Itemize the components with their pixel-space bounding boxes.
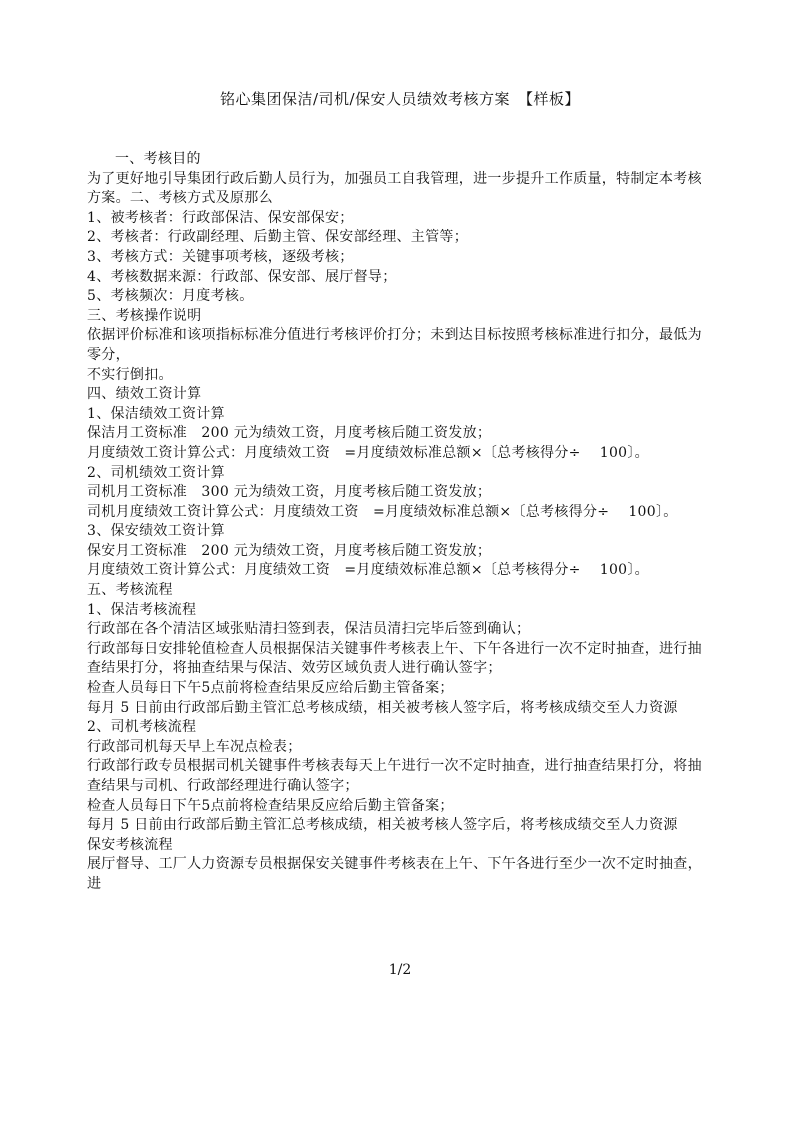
- body-line: 依据评价标准和该项指标标准分值进行考核评价打分；未到达目标按照考核标准进行扣分，最低为: [87, 327, 702, 344]
- body-line: 零分，: [87, 346, 130, 363]
- body-line: 保安月工资标准 200 元为绩效工资，月度考核后随工资发放；: [87, 542, 492, 559]
- body-line: 为了更好地引导集团行政后勤人员行为，加强员工自我管理，进一步提升工作质量，特制定本考核: [87, 170, 702, 187]
- body-line: 行政部行政专员根据司机关键事件考核表每天上午进行一次不定时抽查，进行抽查结果打分，将抽: [87, 758, 702, 775]
- subsection-heading: 保安考核流程: [87, 836, 173, 853]
- subsection-heading: 3、保安绩效工资计算: [87, 523, 225, 540]
- body-line: 保洁月工资标准 200 元为绩效工资，月度考核后随工资发放；: [87, 425, 492, 442]
- body-line: 每月 5 日前由行政部后勤主管汇总考核成绩，相关被考核人签字后，将考核成绩交至人力资源: [87, 817, 678, 834]
- document-title: 铭心集团保洁/司机/保安人员绩效考核方案 【样板】: [219, 90, 581, 108]
- body-line: 检查人员每日下午5点前将检查结果反应给后勤主管备案；: [87, 680, 454, 697]
- page-number: 1/2: [388, 962, 412, 978]
- section-heading: 三、考核操作说明: [87, 307, 202, 324]
- section-heading: 五、考核流程: [87, 582, 173, 599]
- section-heading: 一、考核目的: [115, 151, 201, 167]
- document-body: [87, 150, 747, 895]
- subsection-heading: 1、保洁绩效工资计算: [87, 405, 225, 422]
- section-heading: 四、绩效工资计算: [87, 386, 202, 403]
- subsection-heading: 2、司机考核流程: [87, 719, 197, 736]
- body-line: 行政部司机每天早上车况点检表；: [87, 738, 302, 755]
- subsection-heading: 2、司机绩效工资计算: [87, 464, 225, 481]
- body-line: 每月 5 日前由行政部后勤主管汇总考核成绩，相关被考核人签字后，将考核成绩交至人力资源: [87, 699, 678, 716]
- body-line: 月度绩效工资计算公式：月度绩效工资 =月度绩效标准总额×〔总考核得分÷ 100〕。: [87, 562, 649, 579]
- body-line: 月度绩效工资计算公式：月度绩效工资 =月度绩效标准总额×〔总考核得分÷ 100〕。: [87, 444, 649, 461]
- body-line: 进: [87, 875, 102, 892]
- body-line: 3、考核方式：关键事项考核，逐级考核；: [87, 248, 354, 265]
- subsection-heading: 1、保洁考核流程: [87, 601, 197, 618]
- body-line: 查结果与司机、行政部经理进行确认签字；: [87, 778, 359, 794]
- body-line: 司机月工资标准 300 元为绩效工资，月度考核后随工资发放；: [87, 484, 492, 501]
- body-line: 检查人员每日下午5点前将检查结果反应给后勤主管备案；: [87, 797, 454, 814]
- body-line: 4、考核数据来源：行政部、保安部、展厅督导；: [87, 268, 397, 285]
- body-line: 5、考核频次：月度考核。: [87, 288, 254, 305]
- body-line: 1、被考核者：行政部保洁、保安部保安；: [87, 209, 354, 226]
- body-line: 行政部每日安排轮值检查人员根据保洁关键事件考核表上午、下午各进行一次不定时抽查，进行抽: [87, 640, 702, 657]
- body-line: 展厅督导、工厂人力资源专员根据保安关键事件考核表在上午、下午各进行至少一次不定时抽查，: [87, 856, 702, 873]
- body-line: 方案。二、考核方式及原那么: [87, 190, 273, 207]
- body-line: 2、考核者：行政副经理、后勤主管、保安部经理、主管等；: [87, 229, 469, 246]
- body-line: 查结果打分，将抽查结果与保洁、效劳区域负责人进行确认签字；: [87, 660, 502, 677]
- body-line: 不实行倒扣。: [87, 366, 173, 383]
- body-line: 行政部在各个清洁区域张贴清扫签到表，保洁员清扫完毕后签到确认；: [87, 621, 531, 638]
- body-line: 司机月度绩效工资计算公式：月度绩效工资 =月度绩效标准总额×〔总考核得分÷ 100〕。: [87, 503, 678, 520]
